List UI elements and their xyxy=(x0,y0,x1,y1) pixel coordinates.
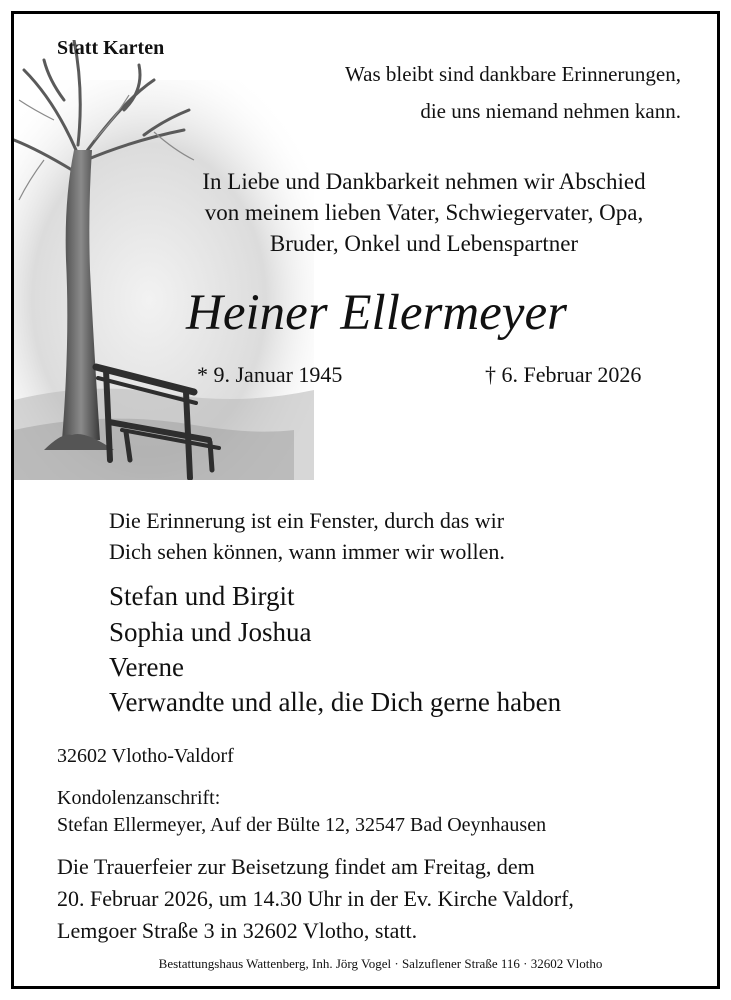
verse-line-2: Dich sehen können, wann immer wir wollen. xyxy=(109,539,505,564)
quote-line-1: Was bleibt sind dankbare Erinnerungen, xyxy=(345,62,681,86)
verse-line-1: Die Erinnerung ist ein Fenster, durch das wir xyxy=(109,508,505,533)
mourner-line-3: Verene xyxy=(109,652,184,682)
condolence-label: Kondolenzanschrift: xyxy=(57,787,221,809)
intro-line-3: Bruder, Onkel und Lebenspartner xyxy=(269,231,579,256)
death-date: † 6. Februar 2026 xyxy=(485,362,642,387)
service-line-2: 20. Februar 2026, um 14.30 Uhr in der Ev. Kirche Valdorf, xyxy=(57,886,574,911)
service-line-1: Die Trauerfeier zur Beisetzung findet am Freitag, dem xyxy=(57,854,535,879)
intro-line-1: In Liebe und Dankbarkeit nehmen wir Abschied xyxy=(202,169,646,194)
birth-date: * 9. Januar 1945 xyxy=(197,362,343,387)
intro-line-2: von meinem lieben Vater, Schwiegervater, Opa, xyxy=(204,200,644,225)
quote-line-2: die uns niemand nehmen kann. xyxy=(420,99,681,123)
notice-heading: Statt Karten xyxy=(57,37,165,59)
mourner-line-1: Stefan und Birgit xyxy=(109,581,295,611)
service-line-3: Lemgoer Straße 3 in 32602 Vlotho, statt. xyxy=(57,918,418,943)
tree-bench-illustration xyxy=(14,37,314,480)
mourner-line-4: Verwandte und alle, die Dich gerne haben xyxy=(109,687,562,717)
deceased-name: Heiner Ellermeyer xyxy=(186,285,567,341)
mourner-line-2: Sophia und Joshua xyxy=(109,617,312,647)
condolence-address: Stefan Ellermeyer, Auf der Bülte 12, 32547 Bad Oeynhausen xyxy=(57,814,547,836)
place-line: 32602 Vlotho-Valdorf xyxy=(57,745,234,767)
funeral-home-footer: Bestattungshaus Wattenberg, Inh. Jörg Vogel · Salzuflener Straße 116 · 32602 Vlotho xyxy=(158,956,603,971)
